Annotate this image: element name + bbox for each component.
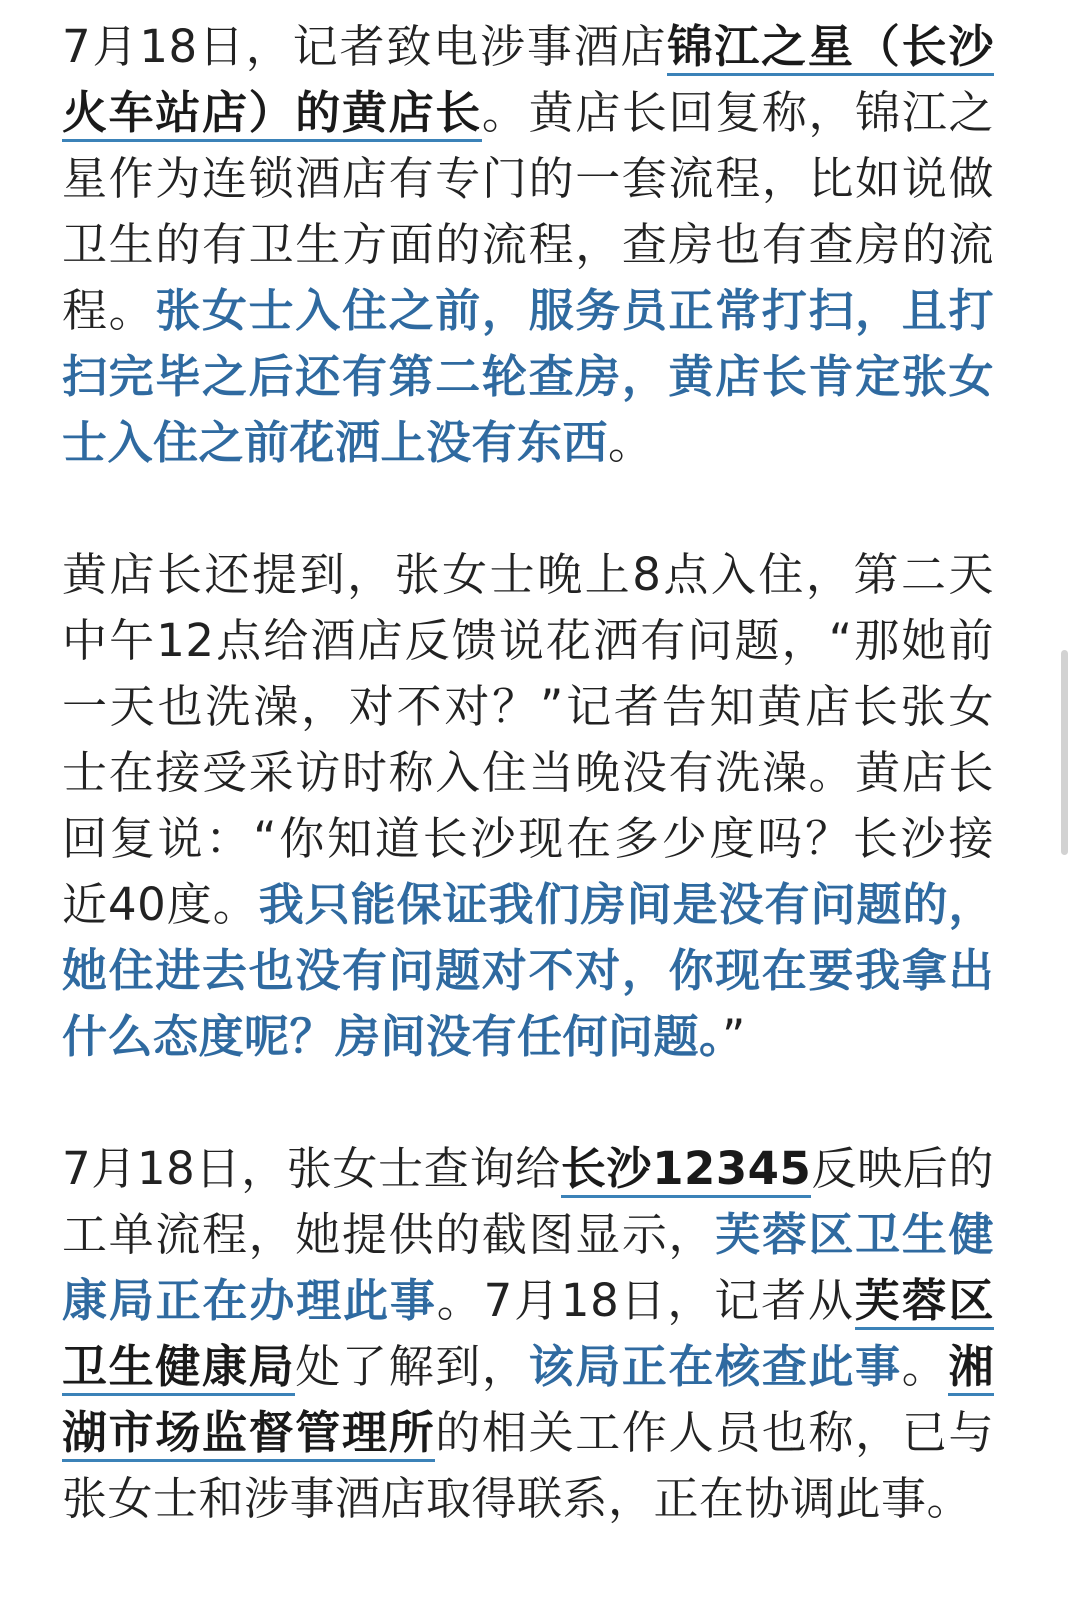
paragraph-1: [62, 14, 994, 476]
keyword-link-12345[interactable]: 长沙12345: [561, 1142, 811, 1198]
keyword-link-hotel-manager[interactable]: 锦江之星（长沙火车站店）的黄店长: [62, 20, 994, 142]
text-segment: 。黄店长回复称，锦江之星作为连锁酒店有专门的一套流程，比如说做卫生的有卫生方面的流程，查房也有查房的流程。: [62, 86, 994, 337]
text-segment: ”: [722, 1010, 746, 1063]
text-segment: 。: [901, 1340, 949, 1393]
text-segment: 。: [608, 416, 654, 469]
text-segment: 黄店长还提到，张女士晚上8点入住，第二天中午12点给酒店反馈说花洒有问题，“那她前一天也洗澡，对不对？”记者告知黄店长张女士在接受采访时称入住当晚没有洗澡。黄店长回复说：“你知道长沙现在多少度吗？长沙接近40度。: [62, 548, 994, 931]
text-segment: 处了解到，: [295, 1340, 529, 1393]
highlight-text: 我只能保证我们房间是没有问题的，她住进去也没有问题对不对，你现在要我拿出什么态度呢？房间没有任何问题。: [62, 878, 994, 1063]
paragraph-2: [62, 542, 994, 1070]
highlight-text: 张女士入住之前，服务员正常打扫，且打扫完毕之后还有第二轮查房，黄店长肯定张女士入住之前花洒上没有东西: [62, 284, 994, 469]
keyword-link-market-supervision[interactable]: 湘湖市场监督管理所: [62, 1340, 994, 1462]
keyword-link-health-bureau[interactable]: 芙蓉区卫生健康局: [62, 1274, 994, 1396]
article-body: [62, 14, 994, 1532]
scrollbar[interactable]: [1061, 650, 1068, 855]
paragraph-3: [62, 1136, 994, 1532]
text-segment: 7月18日，张女士查询给: [62, 1142, 561, 1195]
text-segment: 反映后的工单流程，她提供的截图显示，: [62, 1142, 994, 1261]
text-segment: 7月18日，记者致电涉事酒店: [62, 20, 668, 73]
text-segment: 。7月18日，记者从: [436, 1274, 855, 1327]
text-segment: 的相关工作人员也称，已与张女士和涉事酒店取得联系，正在协调此事。: [62, 1406, 994, 1525]
highlight-text: 该局正在核查此事: [528, 1340, 902, 1393]
highlight-text: 芙蓉区卫生健康局正在办理此事: [62, 1208, 994, 1327]
